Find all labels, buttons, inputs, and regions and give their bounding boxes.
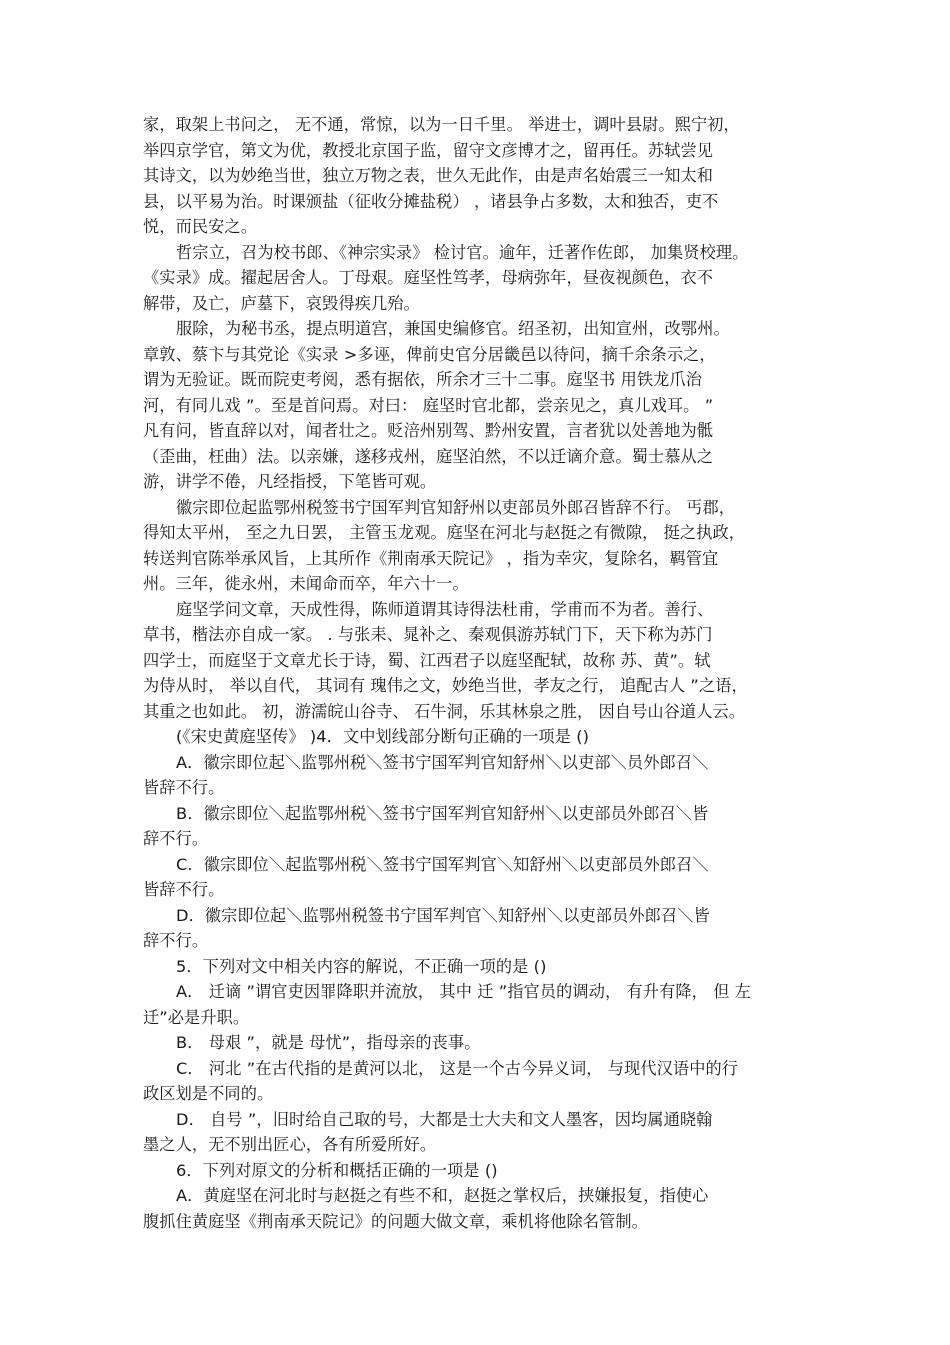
text-line: C．徽宗即位＼起监鄂州税＼签书宁国军判官＼知舒州＼以吏部员外郎召＼: [176, 854, 709, 874]
text-line: 皆辞不行。: [143, 880, 225, 899]
text-line: 得知太平州， 至之九日罢， 主管玉龙观。庭坚在河北与赵挺之有微隙， 挺之执政，: [143, 523, 746, 542]
text-line: 政区划是不同的。: [143, 1084, 274, 1103]
text-line: 州。三年，徙永州，未闻命而卒，年六十一。: [143, 574, 469, 593]
text-line: 为侍从时， 举以自代， 其词有 瑰伟之文，妙绝当世，孝友之行， 追配古人 ”之语，: [143, 676, 748, 695]
text-line: 谓为无验证。既而院吏考阅，悉有据依，所余才三十二事。庭坚书 用铁龙爪治: [143, 370, 703, 389]
text-line: 四学士，而庭坚于文章尤长于诗，蜀、江西君子以庭坚配轼，故称 苏、黄”。轼: [143, 650, 711, 670]
text-line: A．黄庭坚在河北时与赵挺之有些不和，赵挺之掌权后，挟嫌报复，指使心: [176, 1186, 709, 1205]
text-line: 举四京学官，第文为优，教授北京国子监，留守文彦博才之，留再任。苏轼尝见: [143, 140, 714, 160]
text-line: C． 河北 ”在古代指的是黄河以北， 这是一个古今异义词， 与现代汉语中的行: [176, 1058, 739, 1078]
text-line: 迁”必是升职。: [143, 1007, 250, 1027]
text-line: 腹抓住黄庭坚《荆南承天院记》的问题大做文章，乘机将他除名管制。: [143, 1211, 648, 1231]
text-line: 服除，为秘书丞，提点明道宫，兼国史编修官。绍圣初，出知宣州，改鄂州。: [176, 319, 730, 338]
text-line: （歪曲，枉曲）法。以亲嫌，遂移戎州，庭坚泊然，不以迁谪介意。蜀士慕从之: [143, 446, 714, 466]
text-line: 草书，楷法亦自成一家。 . 与张耒、晁补之、秦观俱游苏轼门下，天下称为苏门: [143, 625, 713, 644]
text-line: 《实录》成。擢起居舍人。丁母艰。庭坚性笃孝，母病弥年，昼夜视颜色，衣不: [143, 268, 714, 287]
text-line: 转送判官陈举承风旨，上其所作《荆南承天院记》 ，指为幸灾，复除名，羁管宜: [143, 548, 719, 568]
text-line: B． 母艰 ”，就是 母忧”，指母亲的丧事。: [176, 1033, 481, 1052]
text-line: 皆辞不行。: [143, 778, 225, 797]
text-line: 解带，及亡，庐墓下，哀毁得疾几殆。: [143, 293, 420, 313]
text-line: A．徽宗即位起＼监鄂州税＼签书宁国军判官知舒州＼以吏部＼员外郎召＼: [176, 752, 709, 772]
text-line: B．徽宗即位＼起监鄂州税＼签书宁国军判官知舒州＼以吏部员外郎召＼皆: [176, 803, 709, 823]
text-line: 悦，而民安之。: [143, 217, 258, 236]
document-body: [143, 112, 815, 1234]
text-line: 徽宗即位起监鄂州税签书宁国军判官知舒州以吏部员外郎召皆辞不行。 丐郡，: [176, 497, 736, 517]
text-line: A． 迁谪 ”谓官吏因罪降职并流放， 其中 迁 ”指官员的调动， 有升有降， 但 左: [176, 982, 752, 1001]
text-line: 哲宗立，召为校书郎、《神宗实录》 检讨官。逾年，迁著作佐郎， 加集贤校理。: [176, 242, 749, 262]
text-line: 庭坚学问文章，天成性得，陈师道谓其诗得法杜甫，学甫而不为者。善行、: [176, 599, 714, 619]
text-line: 5．下列对文中相关内容的解说，不正确一项的是 (): [176, 956, 547, 976]
text-line: 家，取架上书问之， 无不通，常惊，以为一日千里。 举进士，调叶县尉。熙宁初，: [143, 115, 740, 134]
text-line: 其重之也如此。 初，游濡皖山谷寺、 石牛洞，乐其林泉之胜， 因自号山谷道人云。: [143, 701, 746, 721]
text-line: 游，讲学不倦，凡经指授，下笔皆可观。: [143, 472, 437, 491]
text-line: 辞不行。: [143, 931, 209, 950]
text-line: 县，以平易为治。时课颁盐（征收分摊盐税） ，诸县争占多数，太和独否，吏不: [143, 191, 719, 211]
text-line: 河，有同儿戏 ”。至是首问焉。对曰： 庭坚时官北都，尝亲见之，真儿戏耳。 ”: [143, 395, 714, 415]
text-line: 辞不行。: [143, 829, 209, 848]
text-line: 墨之人，无不别出匠心，各有所爱所好。: [143, 1135, 437, 1154]
text-line: 章敦、蔡卞与其党论《实录 >多诬，俾前史官分居畿邑以待问，摘千余条示之，: [143, 344, 716, 364]
text-line: 凡有问，皆直辞以对，闻者壮之。贬涪州别驾、黔州安置，言者犹以处善地为骶: [143, 421, 714, 440]
text-line: (《宋史黄庭坚传》 )4．文中划线部分断句正确的一项是 (): [176, 727, 590, 746]
text-line: D．徽宗即位起＼监鄂州税签书宁国军判官＼知舒州＼以吏部员外郎召＼皆: [176, 905, 710, 925]
text-line: 其诗文，以为妙绝当世，独立万物之表，世久无此作，由是声名始震三一知太和: [143, 166, 714, 185]
text-line: 6．下列对原文的分析和概括正确的一项是 (): [176, 1160, 498, 1180]
text-line: D． 自号 ”，旧时给自己取的号，大都是士大夫和文人墨客，因均属通晓翰: [176, 1109, 713, 1129]
